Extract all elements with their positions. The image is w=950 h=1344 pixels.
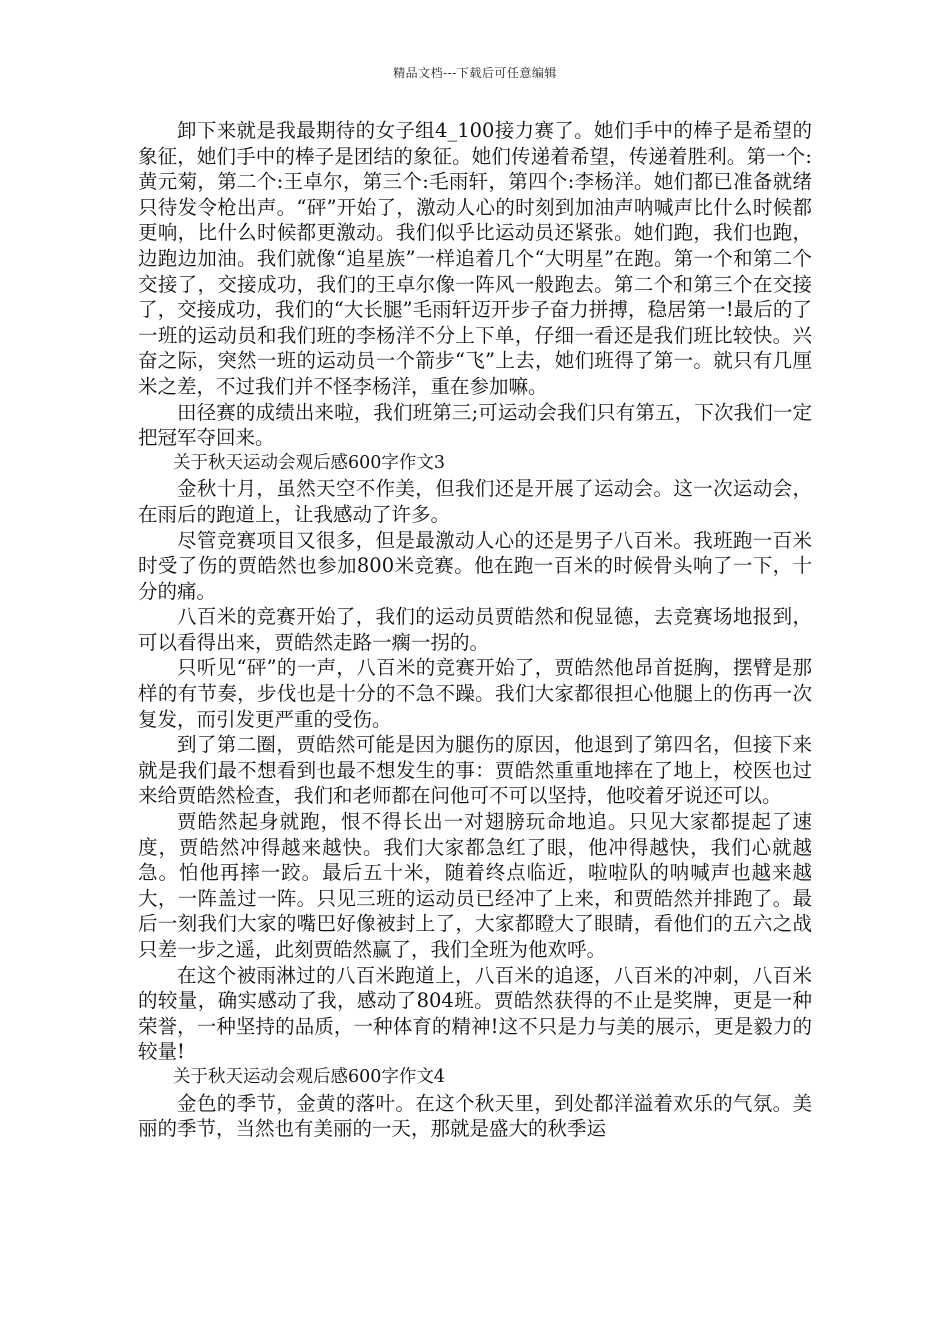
paragraph-track-results: 田径赛的成绩出来啦，我们班第三;可运动会我们只有第五，下次我们一定把冠军夺回来。 — [138, 400, 812, 450]
section-heading-4: 关于秋天运动会观后感600字作文4 — [173, 1066, 446, 1087]
section-heading-3: 关于秋天运动会观后感600字作文3 — [173, 452, 446, 473]
page-header: 精品文档---下载后可任意编辑 — [393, 66, 557, 80]
paragraph-second-lap: 到了第二圈，贾皓然可能是因为腿伤的原因，他退到了第四名，但接下来就是我们最不想看到也最不想发生的事：贾皓然重重地摔在了地上，校医也过来给贾皓然检查，我们和老师都在问他可不可以坚持，他咬着牙说还可以。 — [138, 733, 812, 808]
paragraph-conclusion: 在这个被雨淋过的八百米跑道上，八百米的追逐，八百米的冲刺，八百米的较量，确实感动了我，感动了804班。贾皓然获得的不止是奖牌，更是一种荣誉，一种坚持的品质，一种体育的精神!这不只是力与美的展示，更是毅力的较量! — [138, 963, 812, 1064]
paragraph-final-sprint: 贾皓然起身就跑，恨不得长出一对翅膀玩命地追。只见大家都提起了速度，贾皓然冲得越来越快。我们大家都急红了眼，他冲得越快，我们心就越急。怕他再摔一跤。最后五十米，随着终点临近，啦啦队的呐喊声也越来越大，一阵盖过一阵。只见三班的运动员已经冲了上来，和贾皓然并排跑了。最后一刻我们大家的嘴巴好像被封上了，大家都瞪大了眼睛，看他们的五六之战只差一步之遥，此刻贾皓然赢了，我们全班为他欢呼。 — [138, 810, 812, 961]
document-body — [138, 118, 812, 1142]
paragraph-gunshot: 只听见“砰”的一声，八百米的竞赛开始了，贾皓然他昂首挺胸，摆臂是那样的有节奏，步伐也是十分的不急不躁。我们大家都很担心他腿上的伤再一次复发，而引发更严重的受伤。 — [138, 656, 812, 731]
paragraph-800m-intro: 尽管竞赛项目又很多，但是最激动人心的还是男子八百米。我班跑一百米时受了伤的贾皓然也参加800米竞赛。他在跑一百米的时候骨头响了一下，十分的痛。 — [138, 528, 812, 603]
paragraph-relay-race: 卸下来就是我最期待的女子组4_100接力赛了。她们手中的棒子是希望的象征，她们手中的棒子是团结的象征。她们传递着希望，传递着胜利。第一个:黄元菊，第二个:王卓尔，第三个:毛雨轩，第四个:李杨洋。她们都已准备就绪只待发令枪出声。“砰”开始了，激动人心的时刻到加油声呐喊声比什么时候都更响，比什么时候都更激动。我们似乎比运动员还紧张。她们跑，我们也跑，边跑边加油。我们就像“追星族”一样追着几个“大明星”在跑。第一个和第二个交接了，交接成功，我们的王卓尔像一阵风一般跑去。第二个和第三个在交接了，交接成功，我们的“大长腿”毛雨轩迈开步子奋力拼搏，稳居第一!最后的了一班的运动员和我们班的李杨洋不分上下单，仔细一看还是我们班比较快。兴奋之际，突然一班的运动员一个箭步“飞”上去，她们班得了第一。就只有几厘米之差，不过我们并不怪李杨洋，重在参加嘛。 — [138, 119, 812, 398]
paragraph-golden-season: 金色的季节，金黄的落叶。在这个秋天里，到处都洋溢着欢乐的气氛。美丽的季节，当然也有美丽的一天，那就是盛大的秋季运 — [138, 1091, 812, 1141]
paragraph-800m-start: 八百米的竞赛开始了，我们的运动员贾皓然和倪显德，去竞赛场地报到，可以看得出来，贾皓然走路一瘸一拐的。 — [138, 605, 812, 654]
paragraph-golden-autumn: 金秋十月，虽然天空不作美，但我们还是开展了运动会。这一次运动会，在雨后的跑道上，让我感动了许多。 — [138, 477, 812, 526]
